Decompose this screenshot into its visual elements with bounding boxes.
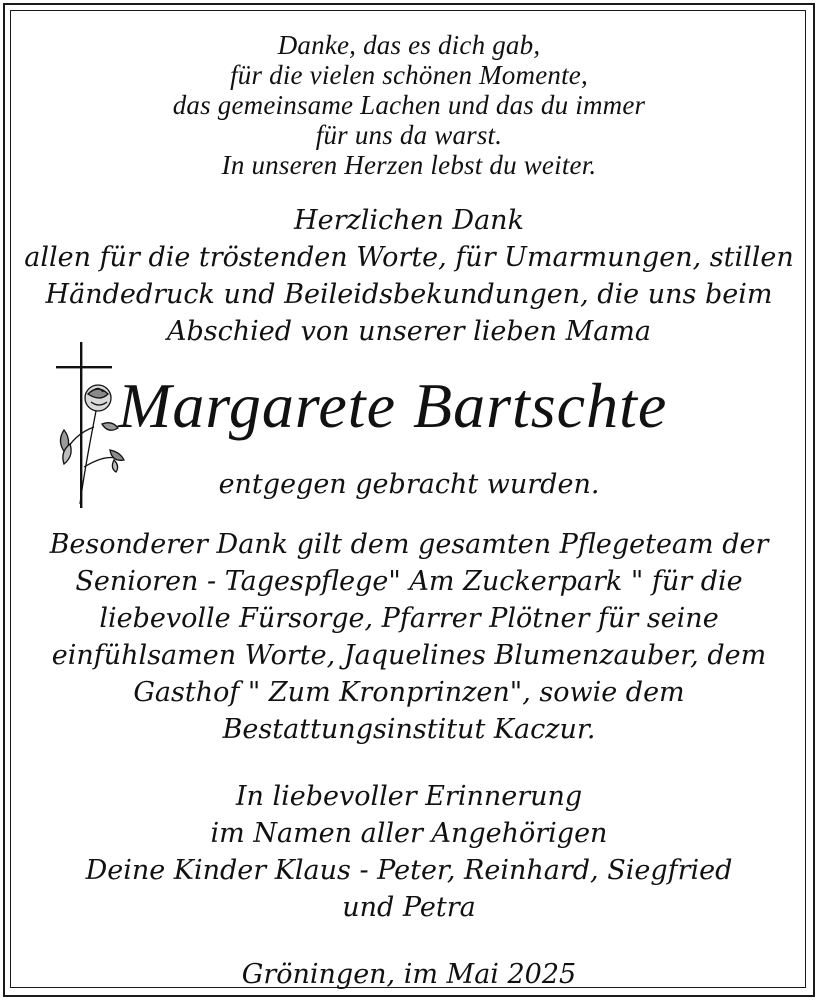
poem-line: für uns da warst.	[315, 120, 503, 150]
remembrance-line: Deine Kinder Klaus - Peter, Reinhard, Siegfried	[85, 855, 733, 886]
obituary-notice	[14, 14, 804, 990]
poem-line: für die vielen schönen Momente,	[230, 60, 588, 90]
thanks-line: allen für die tröstenden Worte, für Umarmungen, stillen	[24, 242, 794, 273]
place-date-text: Gröningen, im Mai 2025	[241, 959, 577, 990]
thanks-paragraph	[14, 202, 804, 350]
after-name-line	[14, 466, 804, 503]
special-thanks	[14, 526, 804, 748]
remembrance-line: im Namen aller Angehörigen	[210, 818, 608, 849]
poem-line: Danke, das es dich gab,	[277, 30, 541, 60]
special-thanks-line: Gasthof " Zum Kronprinzen", sowie dem	[133, 677, 685, 708]
thanks-line: Händedruck und Beileidsbekundungen, die uns beim	[45, 279, 773, 310]
thanks-line: Abschied von unserer lieben Mama	[166, 316, 652, 347]
special-thanks-line: einfühlsamen Worte, Jaquelines Blumenzauber, dem	[51, 640, 767, 671]
after-name-text: entgegen gebracht wurden.	[218, 469, 600, 500]
remembrance-line: und Petra	[342, 892, 476, 923]
remembrance	[14, 778, 804, 926]
special-thanks-line: Senioren - Tagespflege" Am Zuckerpark " für die	[75, 566, 743, 597]
thanks-heading: Herzlichen Dank	[294, 205, 524, 236]
poem	[14, 30, 804, 180]
special-thanks-line: liebevolle Fürsorge, Pfarrer Plötner für seine	[99, 603, 719, 634]
place-date	[14, 956, 804, 993]
poem-line: In unseren Herzen lebst du weiter.	[221, 150, 597, 180]
special-thanks-line: Bestattungsinstitut Kaczur.	[222, 714, 596, 745]
remembrance-line: In liebevoller Erinnerung	[235, 781, 583, 812]
deceased-name: Margarete Bartschte	[118, 370, 668, 441]
poem-line: das gemeinsame Lachen und das du immer	[172, 90, 646, 120]
special-thanks-line: Besonderer Dank gilt dem gesamten Pflegeteam der	[49, 529, 769, 560]
